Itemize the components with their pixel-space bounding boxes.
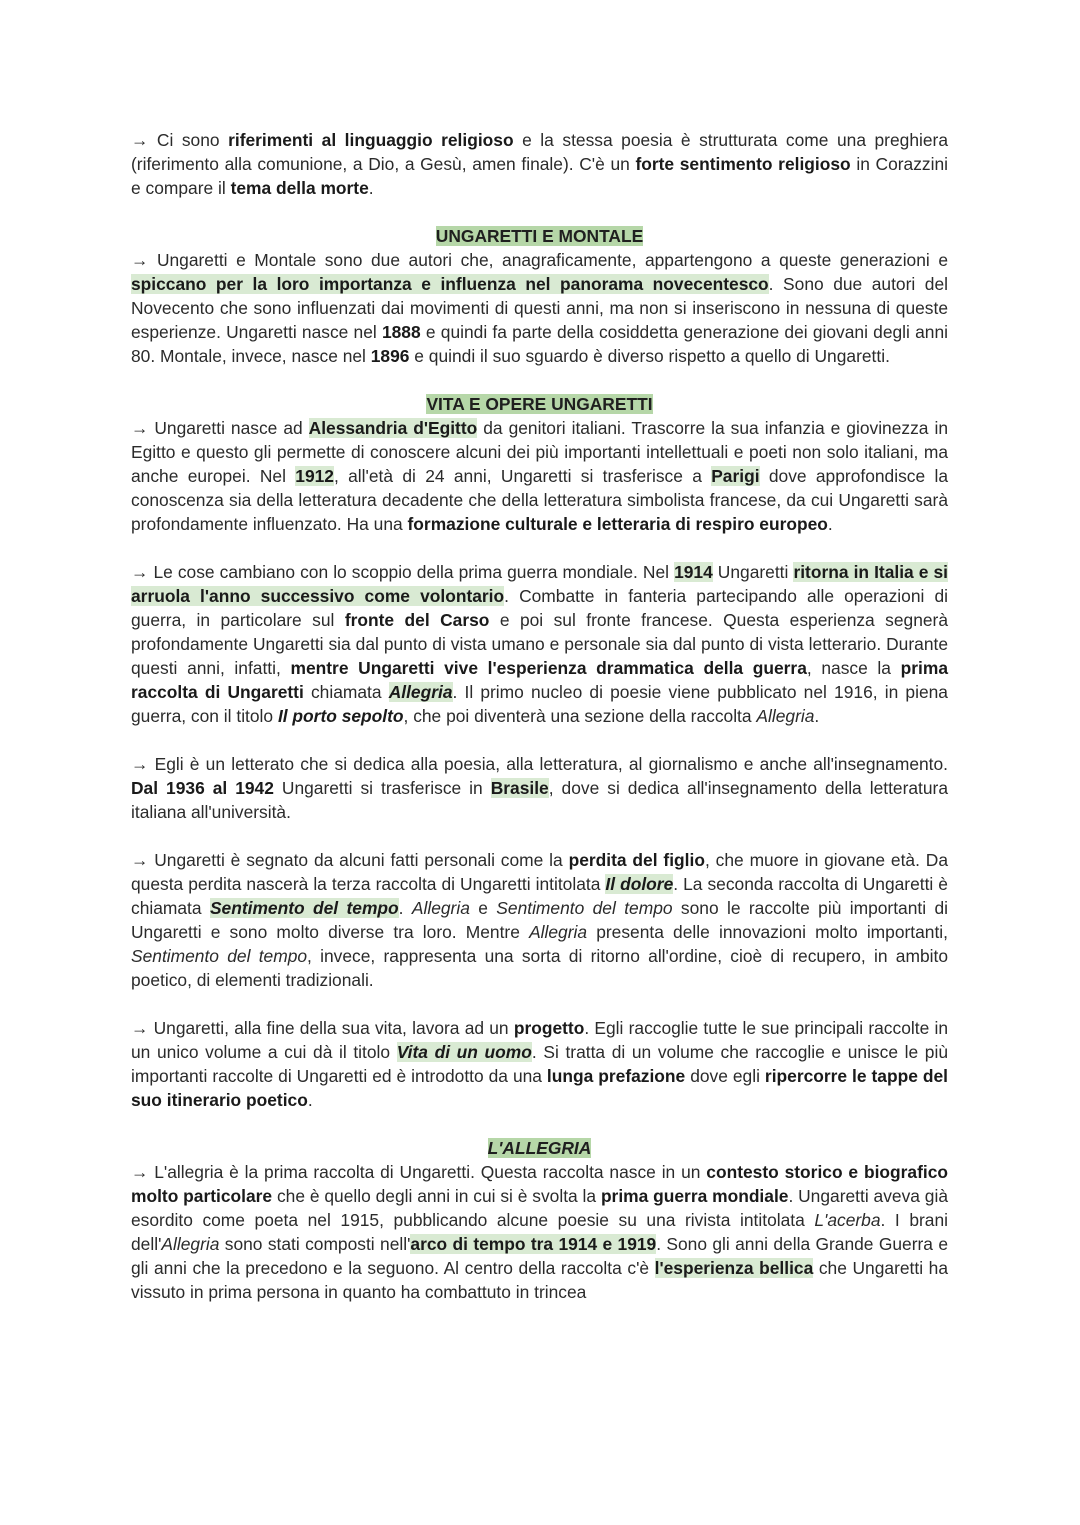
paragraph-vita-egitto: → Ungaretti nasce ad Alessandria d'Egitto da genitori italiani. Trascorre la sua infanzia e giovinezza in Egitto e questo gli permette di conoscere alcuni dei più importanti intellettuali e poeti non solo italiani, ma anche europei. Nel 1912, all'età di 24 anni, Ungaretti si trasferisce a Parigi dove approfondisce la conoscenza sia della letteratura decadente che della letteratura simbolista francese, da cui Ungaretti sarà profondamente influenzato. Ha una formazione culturale e letteraria di respiro europeo. bbox=[131, 418, 948, 534]
paragraph-raccolte: → Ungaretti è segnato da alcuni fatti personali come la perdita del figlio, che muore in giovane età. Da questa perdita nascerà la terza raccolta di Ungaretti intitolata Il dolore. La seconda raccolta di Ungaretti è chiamata Sentimento del tempo. Allegria e Sentimento del tempo sono le raccolte più importanti di Ungaretti e sono molto diverse tra loro. Mentre Allegria presenta delle innovazioni molto importanti, Sentimento del tempo, invece, rappresenta una sorta di ritorno all'ordine, cioè di recupero, in ambito poetico, di elementi tradizionali. bbox=[131, 850, 949, 990]
paragraph-vita-di-un-uomo: → Ungaretti, alla fine della sua vita, lavora ad un progetto. Egli raccoglie tutte le sue principali raccolte in un unico volume a cui dà il titolo Vita di un uomo. Si tratta di un volume che raccoglie e unisce le più importanti raccolte di Ungaretti ed è introdotto da una lunga prefazione dove egli ripercorre le tappe del suo itinerario poetico. bbox=[131, 1018, 948, 1110]
paragraph-allegria: → L'allegria è la prima raccolta di Ungaretti. Questa raccolta nasce in un contesto storico e biografico molto particolare che è quello degli anni in cui si è svolta la prima guerra mondiale. Ungaretti aveva già esordito come poeta nel 1915, pubblicando alcune poesie su una rivista intitolata L'acerba. I brani dell'Allegria sono stati composti nell'arco di tempo tra 1914 e 1919. Sono gli anni della Grande Guerra e gli anni che la precedono e la seguono. Al centro della raccolta c'è l'esperienza bellica che Ungaretti ha vissuto in prima persona in quanto ha combattuto in trincea bbox=[131, 1162, 949, 1302]
paragraph-ungaretti-montale: → Ungaretti e Montale sono due autori che, anagraficamente, appartengono a queste generazioni e spiccano per la loro importanza e influenza nel panorama novecentesco. Sono due autori del Novecento che sono influenzati dai movimenti di questi anni, ma non si inseriscono in nessuna di queste esperienze. Ungaretti nasce nel 1888 e quindi fa parte della cosiddetta generazione dei giovani degli anni 80. Montale, invece, nasce nel 1896 e quindi il suo sguardo è diverso rispetto a quello di Ungaretti. bbox=[131, 250, 948, 366]
heading-vita-opere: VITA E OPERE UNGARETTI bbox=[426, 394, 653, 414]
heading-ungaretti-montale: UNGARETTI E MONTALE bbox=[435, 226, 644, 246]
paragraph-corazzini: → Ci sono riferimenti al linguaggio religioso e la stessa poesia è strutturata come una preghiera (riferimento alla comunione, a Dio, a Gesù, amen finale). C'è un forte sentimento religioso in Corazzini e compare il tema della morte. bbox=[131, 130, 949, 198]
document-page bbox=[131, 128, 948, 1328]
paragraph-brasile: → Egli è un letterato che si dedica alla poesia, alla letteratura, al giornalismo e anche all'insegnamento. Dal 1936 al 1942 Ungaretti si trasferisce in Brasile, dove si dedica all'insegnamento della letteratura italiana all'università. bbox=[131, 754, 949, 822]
paragraph-guerra: → Le cose cambiano con lo scoppio della prima guerra mondiale. Nel 1914 Ungaretti ritorna in Italia e si arruola l'anno successivo come volontario. Combatte in fanteria partecipando alle operazioni di guerra, in particolare sul fronte del Carso e poi sul fronte francese. Questa esperienza segnerà profondamente Ungaretti sia dal punto di vista umano e personale sia dal punto di vista letterario. Durante questi anni, infatti, mentre Ungaretti vive l'esperienza drammatica della guerra, nasce la prima raccolta di Ungaretti chiamata Allegria. Il primo nucleo di poesie viene pubblicato nel 1916, in piena guerra, con il titolo Il porto sepolto, che poi diventerà una sezione della raccolta Allegria. bbox=[131, 562, 949, 726]
heading-allegria: L'ALLEGRIA bbox=[487, 1138, 592, 1158]
